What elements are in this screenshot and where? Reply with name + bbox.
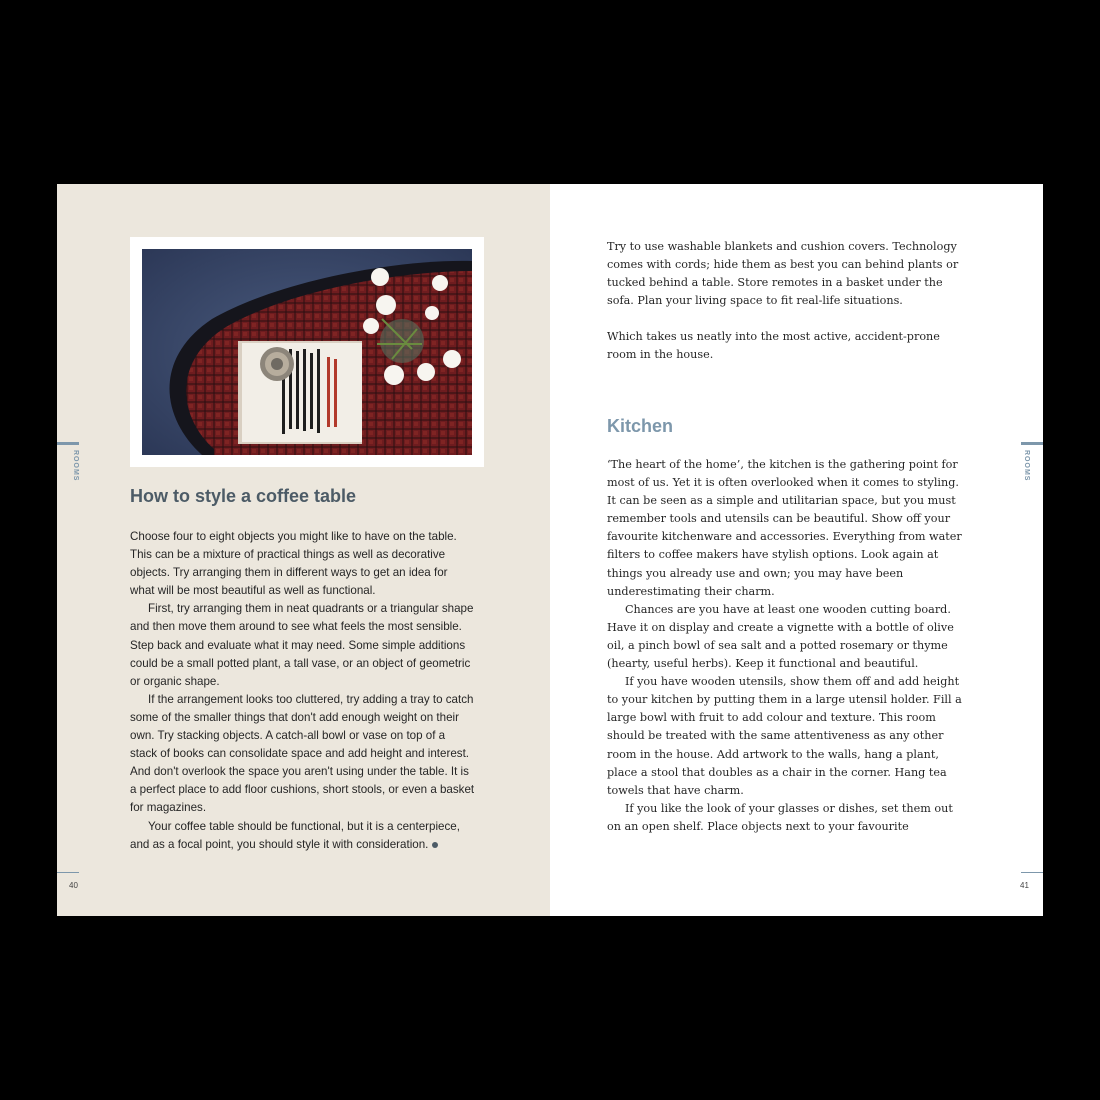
body-paragraph: If you have wooden utensils, show them off and add height to your kitchen by putting them in a large utensil holder. Fill a large bowl with fruit to add colour and texture. This room should be treated with the same attentiveness as any other room in the house. Add artwork to the walls, hang a plant, place a stool that doubles as a chair in the corner. Hang tea towels that have charm.: [607, 675, 962, 797]
body-paragraph: If you like the look of your glasses or dishes, set them out on an open shelf. Place objects next to your favourite: [607, 801, 953, 833]
section-tab-label-right: ROOMS: [1023, 450, 1030, 482]
body-paragraph: Chances are you have at least one wooden cutting board. Have it on display and create a vignette with a bottle of olive oil, a pinch bowl of sea salt and a potted rosemary or thyme (hearty, useful herbs). Keep it functional and beautiful.: [607, 602, 954, 671]
kitchen-heading: Kitchen: [607, 416, 674, 436]
kitchen-body: [607, 456, 967, 836]
coffee-table-heading: How to style a coffee table: [130, 486, 357, 506]
right-page: [550, 184, 1043, 916]
left-page: [57, 184, 550, 916]
page-number-right: 41: [1020, 881, 1029, 890]
body-paragraph-last: [130, 818, 475, 854]
decorative-bowl: [260, 347, 294, 381]
body-paragraph: First, try arranging them in neat quadrants or a triangular shape and then move them around to see what feels the most sensible. Step back and evaluate what it may need. Some simple additions could be a small potted plant, a tall vase, or an object of geometric or organic shape.: [130, 602, 474, 688]
body-paragraph: If the arrangement looks too cluttered, try adding a tray to catch some of the smaller things that don't add enough weight on their own. Try stacking objects. A catch-all bowl or vase on top of a stack of books can consolidate space and add height and interest. And don't overlook the space you aren't using under the table. It is a perfect place to add floor cushions, short stools, or even a basket for magazines.: [130, 692, 475, 815]
page-number-left: 40: [69, 881, 78, 890]
body-paragraph: ‘The heart of the home’, the kitchen is the gathering point for most of us. Yet it is often overlooked when it comes to styling. It can be seen as a simple and utilitarian space, but you must remember tools and utensils can be beautiful. Show off your favourite kitchenware and accessories. Everything from water filters to coffee makers have stylish options. Look again at things you already use and own; you may have been underestimating their charm.: [607, 458, 962, 598]
coffee-table-body: [130, 528, 475, 854]
coffee-table-photo: [142, 249, 472, 455]
coffee-table-illustration: [142, 249, 472, 455]
section-tab-label-left: ROOMS: [72, 450, 79, 482]
section-tab-marker-right: [1021, 442, 1043, 445]
end-mark-icon: [432, 842, 438, 848]
stacked-books: [238, 341, 362, 444]
body-paragraph: Which takes us neatly into the most active, accident-prone room in the house.: [607, 330, 940, 362]
folio-rule-left: [57, 872, 79, 873]
body-paragraph: Try to use washable blankets and cushion covers. Technology comes with cords; hide them as best you can behind plants or tucked behind a table. Store remotes in a basket under the sofa. Plan your living space to fit real-life situations.: [607, 240, 959, 308]
folio-rule-right: [1021, 872, 1043, 873]
book-spread: [57, 184, 1043, 916]
body-paragraph-text: Your coffee table should be functional, but it is a centerpiece, and as a focal point, you should style it with consideration.: [130, 819, 460, 851]
coffee-table-photo-frame: [130, 237, 484, 467]
living-space-body: [607, 238, 967, 365]
section-tab-marker-left: [57, 442, 79, 445]
body-paragraph: Choose four to eight objects you might like to have on the table. This can be a mixture of practical things as well as decorative objects. Try arranging them in different ways to get an idea for what will be most beautiful as well as functional.: [130, 530, 457, 598]
